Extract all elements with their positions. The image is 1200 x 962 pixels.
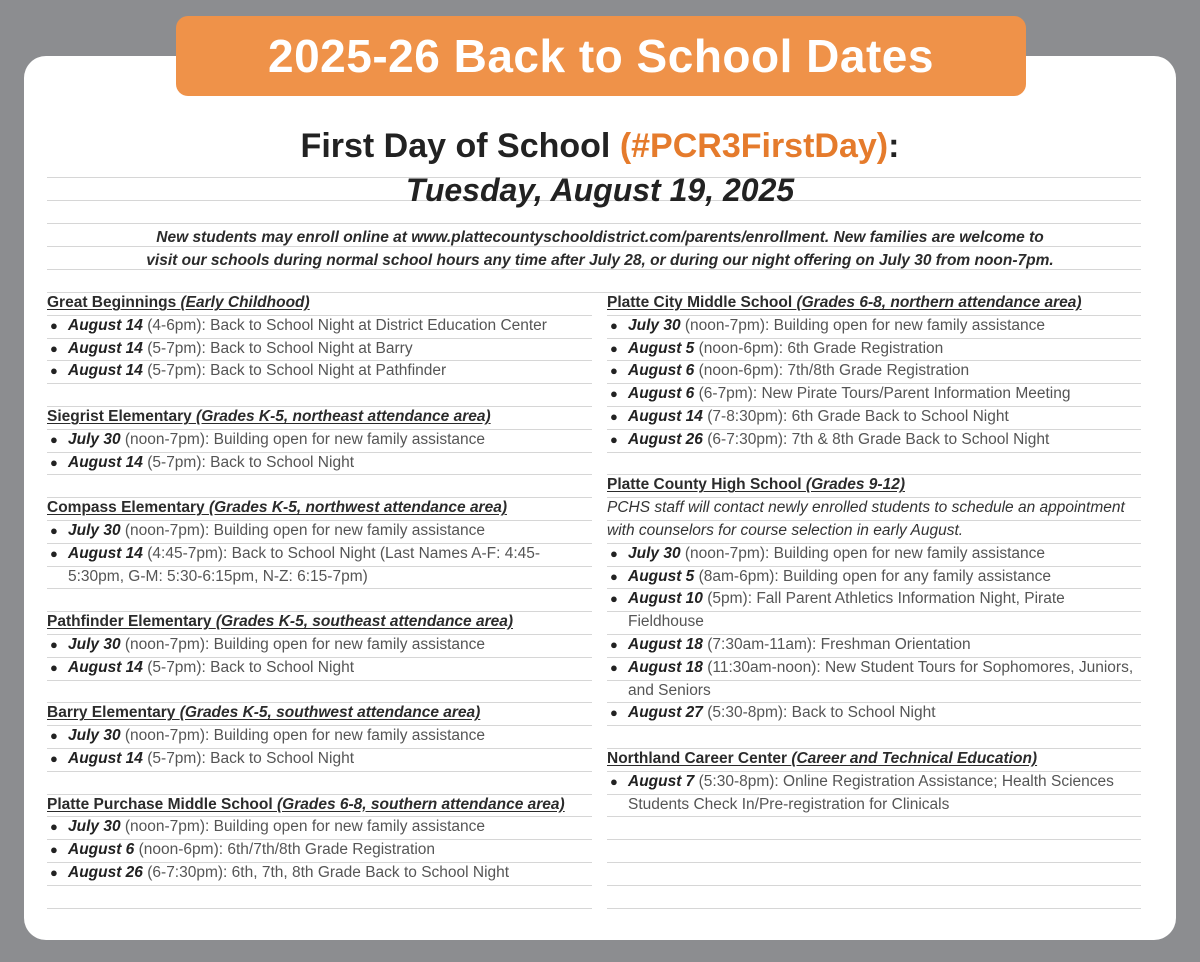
ruled-line bbox=[607, 839, 1141, 840]
list-item: ● August 14 (4-6pm): Back to School Night at District Education Center bbox=[50, 316, 547, 334]
school-grades: (Career and Technical Education) bbox=[791, 749, 1038, 767]
section-barry bbox=[47, 702, 592, 770]
school-grades: (Grades K-5, southeast attendance area) bbox=[215, 613, 514, 631]
intro-line-1: New students may enroll online at www.plattecountyschooldistrict.com/parents/enrollment. New families are welcome to bbox=[156, 229, 1044, 246]
section-title bbox=[47, 292, 592, 315]
list-item: ● August 14 (5-7pm): Back to School Night bbox=[50, 453, 354, 471]
ruled-line bbox=[47, 223, 1141, 224]
school-name: Northland Career Center bbox=[607, 749, 792, 767]
school-grades: (Grades 6-8, southern attendance area) bbox=[276, 795, 565, 813]
section-pathfinder bbox=[47, 611, 592, 679]
ruled-line bbox=[607, 862, 1141, 863]
section-platte-purchase bbox=[47, 794, 592, 885]
school-grades: (Grades K-5, northwest attendance area) bbox=[208, 499, 507, 517]
list-item: ● July 30 (noon-7pm): Building open for new family assistance bbox=[610, 316, 1045, 334]
list-item: ● August 7 (5:30-8pm): Online Registration Assistance; Health Sciences Students Check In/Pre-registration for Clinicals bbox=[610, 772, 1114, 813]
banner-title: 2025-26 Back to School Dates bbox=[268, 30, 934, 82]
ruled-line bbox=[47, 908, 592, 909]
left-column bbox=[47, 292, 592, 885]
list-item: ● August 6 (6-7pm): New Pirate Tours/Parent Information Meeting bbox=[610, 385, 1071, 403]
list-item: ● August 14 (5-7pm): Back to School Night bbox=[50, 749, 354, 767]
section-platte-county-high bbox=[607, 474, 1141, 725]
list-item: ● July 30 (noon-7pm): Building open for new family assistance bbox=[50, 818, 485, 836]
first-day-label: First Day of School bbox=[300, 127, 620, 165]
event-list bbox=[47, 634, 592, 680]
section-title bbox=[47, 702, 592, 725]
list-item: ● August 14 (4:45-7pm): Back to School Night (Last Names A-F: 4:45-5:30pm, G-M: 5:30-6:15pm, N-Z: 6:15-7pm) bbox=[50, 544, 541, 585]
event-list bbox=[47, 315, 592, 383]
enrollment-intro bbox=[60, 227, 1140, 272]
section-platte-city-middle bbox=[607, 292, 1141, 452]
list-item: ● August 5 (8am-6pm): Building open for any family assistance bbox=[610, 567, 1051, 585]
list-item: ● August 10 (5pm): Fall Parent Athletics Information Night, Pirate Fieldhouse bbox=[610, 590, 1065, 631]
school-name: Platte City Middle School bbox=[607, 294, 797, 311]
list-item: ● August 18 (7:30am-11am): Freshman Orientation bbox=[610, 635, 971, 653]
school-name: Barry Elementary bbox=[47, 704, 180, 722]
event-list bbox=[47, 816, 592, 884]
school-name: Pathfinder Elementary bbox=[47, 613, 216, 631]
ruled-line bbox=[47, 885, 592, 886]
school-grades: (Grades 6-8, northern attendance area) bbox=[796, 294, 1082, 311]
intro-line-2: visit our schools during normal school hours any time after July 28, or during our night offering on July 30 from noon-7pm. bbox=[146, 251, 1054, 269]
school-grades: (Grades 9-12) bbox=[805, 476, 905, 494]
ruled-line bbox=[607, 908, 1141, 909]
title-banner bbox=[176, 16, 1026, 96]
section-northland-career bbox=[607, 748, 1141, 816]
list-item: ● July 30 (noon-7pm): Building open for new family assistance bbox=[50, 521, 485, 539]
event-list bbox=[47, 429, 592, 475]
first-day-heading bbox=[0, 124, 1200, 168]
school-name: Compass Elementary bbox=[47, 499, 209, 517]
school-grades: (Early Childhood) bbox=[180, 294, 310, 311]
event-list bbox=[47, 725, 592, 771]
hashtag: (#PCR3FirstDay) bbox=[619, 127, 889, 165]
event-list bbox=[607, 315, 1141, 452]
ruled-line bbox=[607, 885, 1141, 886]
first-day-date: Tuesday, August 19, 2025 bbox=[405, 172, 795, 208]
section-title bbox=[47, 611, 592, 634]
counselor-note: PCHS staff will contact newly enrolled students to schedule an appointment with counselors for course selection in early August. bbox=[607, 499, 1125, 539]
list-item: ● August 5 (noon-6pm): 6th Grade Registration bbox=[610, 339, 944, 357]
school-grades: (Grades K-5, southwest attendance area) bbox=[179, 704, 481, 722]
list-item: ● August 26 (6-7:30pm): 7th & 8th Grade Back to School Night bbox=[610, 430, 1050, 448]
section-title bbox=[607, 474, 1141, 497]
school-name: Platte Purchase Middle School bbox=[47, 795, 277, 813]
list-item: ● July 30 (noon-7pm): Building open for new family assistance bbox=[50, 430, 485, 448]
list-item: ● August 26 (6-7:30pm): 6th, 7th, 8th Grade Back to School Night bbox=[50, 863, 510, 881]
section-siegrist bbox=[47, 406, 592, 474]
list-item: ● July 30 (noon-7pm): Building open for new family assistance bbox=[50, 635, 485, 653]
list-item: ● August 27 (5:30-8pm): Back to School Night bbox=[610, 704, 936, 722]
section-title bbox=[47, 497, 592, 520]
school-grades: (Grades K-5, northeast attendance area) bbox=[196, 407, 491, 425]
event-list bbox=[607, 771, 1141, 817]
section-title bbox=[47, 406, 592, 429]
list-item: ● August 6 (noon-6pm): 7th/8th Grade Registration bbox=[610, 362, 970, 380]
section-title bbox=[607, 292, 1141, 315]
event-list bbox=[47, 520, 592, 588]
school-name: Great Beginnings bbox=[47, 294, 181, 311]
list-item: ● July 30 (noon-7pm): Building open for new family assistance bbox=[50, 727, 485, 745]
list-item: ● August 14 (5-7pm): Back to School Night at Barry bbox=[50, 339, 413, 357]
list-item: ● August 14 (5-7pm): Back to School Night at Pathfinder bbox=[50, 362, 447, 380]
list-item: ● July 30 (noon-7pm): Building open for new family assistance bbox=[610, 544, 1045, 562]
list-item: ● August 14 (5-7pm): Back to School Night bbox=[50, 658, 354, 676]
school-name: Siegrist Elementary bbox=[47, 407, 197, 425]
section-title bbox=[47, 794, 592, 817]
list-item: ● August 6 (noon-6pm): 6th/7th/8th Grade Registration bbox=[50, 841, 436, 859]
heading-colon: : bbox=[888, 127, 900, 165]
list-item: ● August 14 (7-8:30pm): 6th Grade Back to School Night bbox=[610, 407, 1009, 425]
section-great-beginnings bbox=[47, 292, 592, 383]
event-list bbox=[607, 543, 1141, 725]
school-name: Platte County High School bbox=[607, 476, 806, 494]
right-column bbox=[607, 292, 1141, 816]
section-compass bbox=[47, 497, 592, 588]
list-item: ● August 18 (11:30am-noon): New Student Tours for Sophomores, Juniors, and Seniors bbox=[610, 658, 1134, 699]
section-title bbox=[607, 748, 1141, 771]
